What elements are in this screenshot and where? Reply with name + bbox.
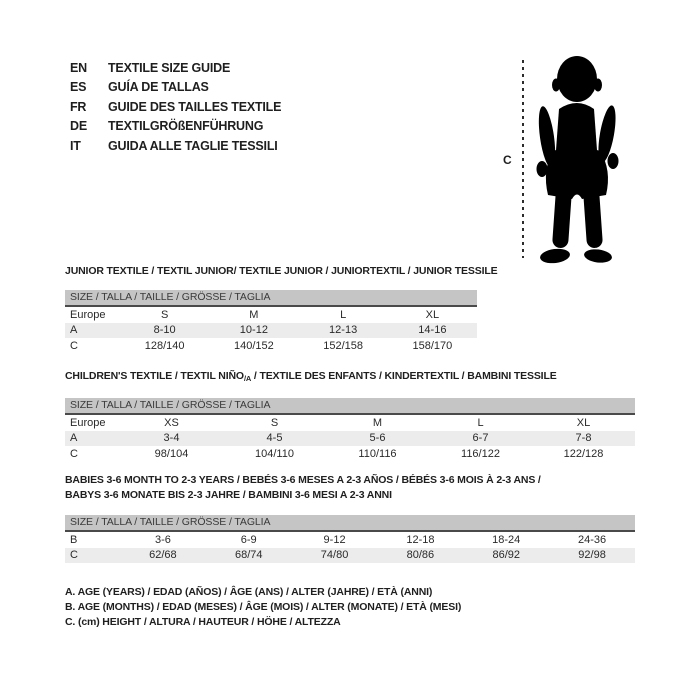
value-cell: 9-12 [323,533,346,546]
value-cell: 18-24 [492,533,521,546]
title-part: CHILDREN'S TEXTILE / TEXTIL NIÑO [65,370,244,382]
value-cell: 92/98 [578,549,606,562]
value-cell: 122/128 [563,447,604,460]
row-label: Europe [70,416,106,429]
title-part: / TEXTILE DES ENFANTS / KINDERTEXTIL / BAMBINI TESSILE [251,370,557,382]
value-cell: 128/140 [144,339,185,352]
size-header-bar: SIZE / TALLA / TAILLE / GRÖSSE / TAGLIA [65,515,635,532]
table-row-age-months [65,532,635,548]
row-label: A [70,432,78,445]
language-row-it [70,136,281,156]
value-cell: 80/86 [406,549,435,562]
footnote-b: B. AGE (MONTHS) / EDAD (MESES) / ÂGE (MOIS) / ALTER (MONATE) / ETÀ (MESI) [65,601,462,614]
value-cell: 3-6 [154,533,171,546]
language-label: TEXTILE SIZE GUIDE [108,60,231,75]
language-row-es [70,78,281,98]
size-cell: L [477,416,484,429]
size-header-bar: SIZE / TALLA / TAILLE / GRÖSSE / TAGLIA [65,290,477,307]
value-cell: 12-13 [329,324,358,337]
value-cell: 6-9 [240,533,257,546]
value-cell: 68/74 [234,549,263,562]
table-row-height [65,548,635,564]
size-cell: XL [576,416,591,429]
row-label: B [70,533,78,546]
language-code: ES [70,80,87,95]
value-cell: 3-4 [163,432,180,445]
value-cell: 8-10 [153,324,176,337]
children-table-title [65,369,635,386]
babies-table-title [65,473,635,503]
value-cell: 6-7 [472,432,489,445]
size-cell: XS [164,416,179,429]
footnote-c: C. (cm) HEIGHT / ALTURA / HAUTEUR / HÖHE / ALTEZZA [65,616,341,629]
language-row-en [70,58,281,78]
size-cell: S [270,416,279,429]
toddler-silhouette [529,52,627,266]
value-cell: 104/110 [255,447,294,460]
language-code: FR [70,99,87,114]
table-row-height [65,446,635,462]
language-row-de [70,117,281,137]
row-label: C [70,447,78,460]
title-subscript: /A [243,374,252,383]
value-cell: 152/158 [323,339,363,352]
value-cell: 62/68 [149,549,177,562]
value-cell: 4-5 [266,432,283,445]
children-textile-table [65,369,635,462]
language-row-fr [70,97,281,117]
junior-textile-table [65,264,498,354]
language-label: TEXTILGRÖßENFÜHRUNG [108,119,264,134]
value-cell: 10-12 [239,324,268,337]
language-label: GUÍA DE TALLAS [108,80,209,95]
size-cell: M [372,416,383,429]
value-cell: 98/104 [154,447,189,460]
value-cell: 14-16 [418,324,447,337]
table-row-height [65,338,477,354]
table-row-europe [65,307,477,323]
value-cell: 5-6 [369,432,386,445]
value-cell: 158/170 [412,339,453,352]
table-row-age [65,323,477,339]
language-code: EN [70,60,87,75]
value-cell: 7-8 [575,432,592,445]
legend-footnotes [65,585,461,631]
title-line-2: BABYS 3-6 MONATE BIS 2-3 JAHRE / BAMBINI 3-6 MESI A 2-3 ANNI [65,489,392,501]
height-measure-dashed-line [522,60,524,258]
value-cell: 116/122 [461,447,500,460]
language-code: DE [70,119,87,134]
row-label: C [70,549,78,562]
row-label: A [70,324,78,337]
size-cell: M [249,308,259,321]
language-guide-list [70,58,281,156]
table-row-age [65,431,635,447]
height-marker-label: C [503,153,512,167]
value-cell: 12-18 [406,533,435,546]
language-label: GUIDE DES TAILLES TEXTILE [108,99,282,114]
title-line-1: BABIES 3-6 MONTH TO 2-3 YEARS / BEBÉS 3-6 MESES A 2-3 AÑOS / BÉBÉS 3-6 MOIS À 2-3 ANS / [65,474,541,486]
size-header-bar: SIZE / TALLA / TAILLE / GRÖSSE / TAGLIA [65,398,635,415]
value-cell: 86/92 [492,549,520,562]
value-cell: 74/80 [320,549,349,562]
value-cell: 140/152 [233,339,274,352]
size-cell: S [160,308,169,321]
size-cell: XL [425,308,440,321]
value-cell: 24-36 [577,533,607,546]
table-row-europe [65,415,635,431]
row-label: Europe [70,308,106,321]
babies-textile-table [65,473,635,563]
junior-table-title: JUNIOR TEXTILE / TEXTIL JUNIOR/ TEXTILE JUNIOR / JUNIORTEXTIL / JUNIOR TESSILE [65,265,498,277]
value-cell: 110/116 [358,447,397,460]
language-code: IT [70,138,81,153]
footnote-a: A. AGE (YEARS) / EDAD (AÑOS) / ÂGE (ANS) / ALTER (JAHRE) / ETÀ (ANNI) [65,586,433,598]
size-cell: L [340,308,347,321]
row-label: C [70,339,78,352]
language-label: GUIDA ALLE TAGLIE TESSILI [108,138,278,153]
